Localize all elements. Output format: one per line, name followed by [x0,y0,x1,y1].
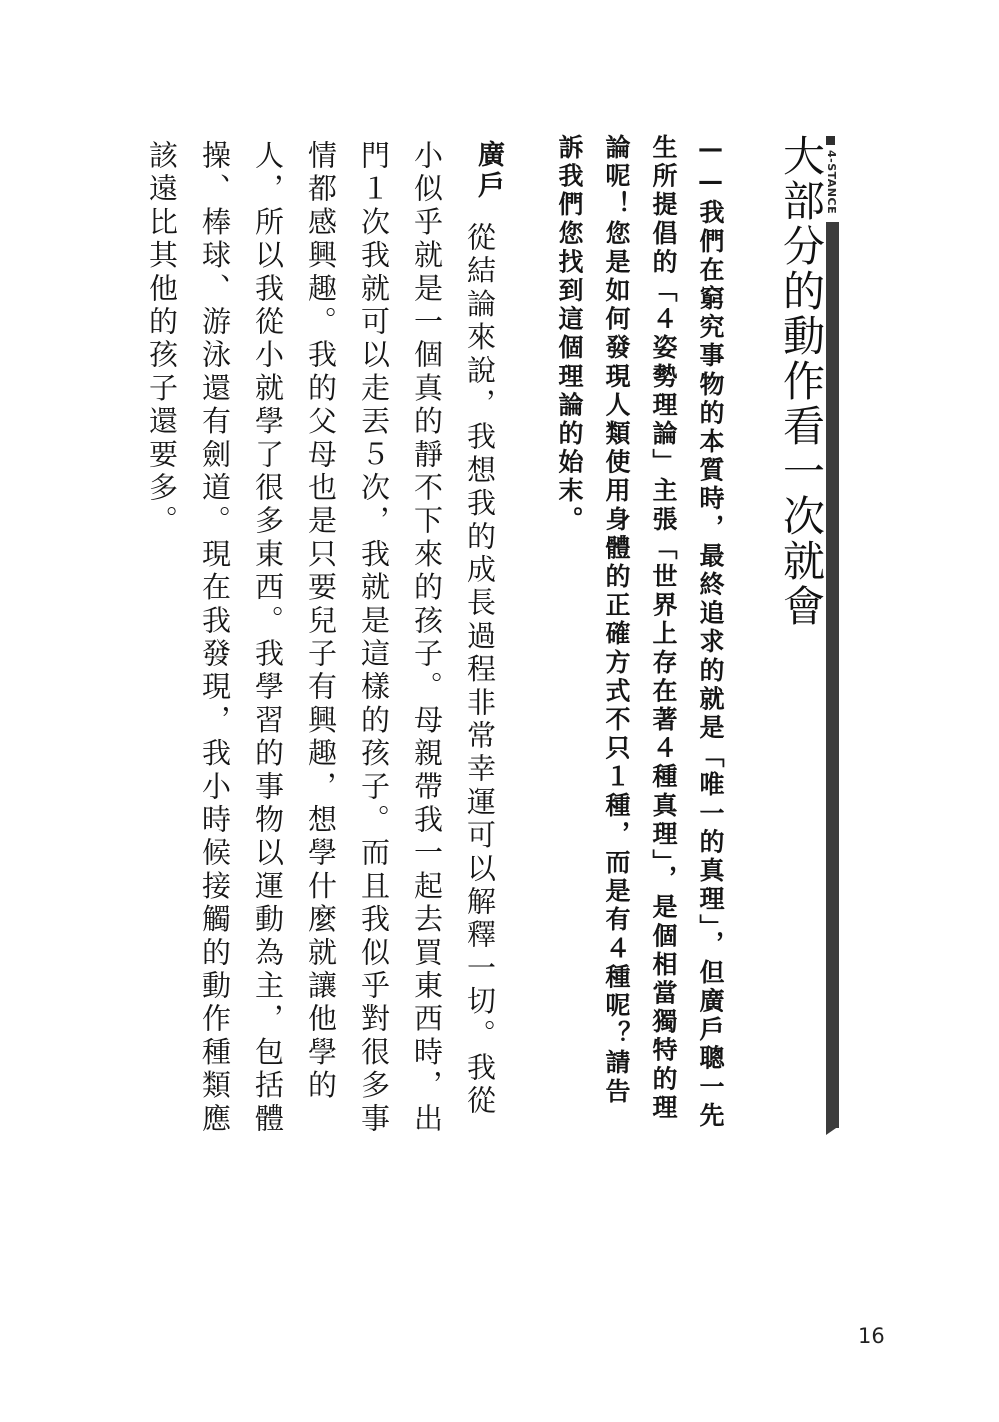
interview-answer [145,140,506,1140]
running-head-marker [826,136,835,145]
interview-question: ——我們在窮究事物的本質時，最終追求的就是「唯一的真理」，但廣戶聰一先生所提倡的「４姿勢理論」主張「世界上存在著４種真理」，是個相當獨特的理論呢！您是如何發現人類使用身體的正確方式不只１種，而是有４種呢？請告訴我們您找到這個理論的始末。 [555,134,725,1131]
running-head-bar-cap [826,1126,839,1135]
speaker-name: 廣戶 [473,140,504,202]
section-title: 大部分的動作看一次就會 [777,134,826,629]
page-number: 16 [858,1324,885,1348]
running-head-bar [826,222,839,1128]
running-head-label: 4-STANCE [825,150,838,215]
answer-text: 從結論來說，我想我的成長過程非常幸運可以解釋一切。我從小似乎就是一個真的靜不下來的孩子。母親帶我一起去買東西時，出門１次我就可以走丟５次，我就是這樣的孩子。而且我似乎對很多事情都感興趣。我的父母也是只要兒子有興趣，想學什麼就讓他學的人，所以我從小就學了很多東西。我學習的事物以運動為主，包括體操、棒球、游泳還有劍道。現在我發現，我小時候接觸的動作種類應該遠比其他的孩子還要多。 [145,140,497,1136]
